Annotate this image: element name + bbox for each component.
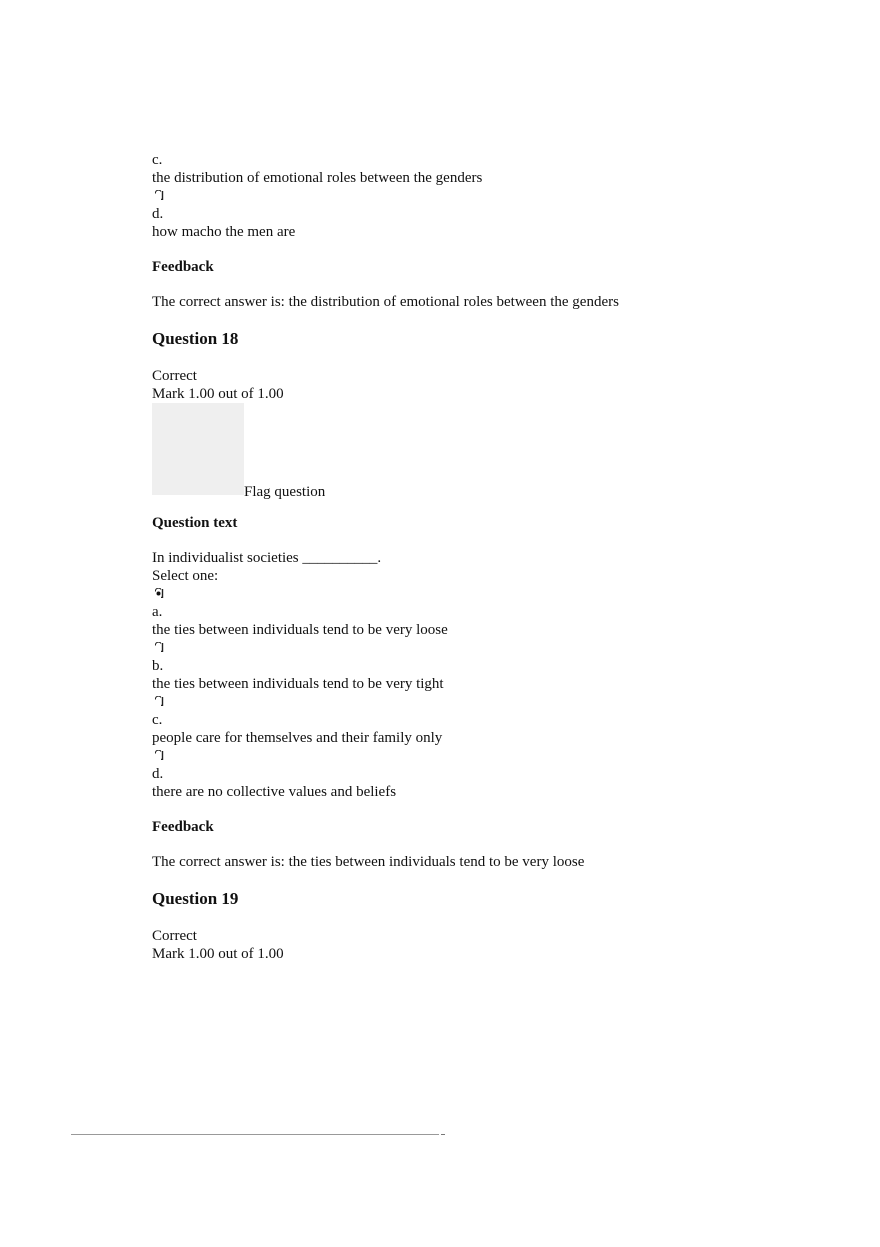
- radio-option-d[interactable]: [152, 187, 842, 205]
- feedback-heading: Feedback: [152, 819, 214, 835]
- radio-option-b[interactable]: [152, 639, 842, 657]
- radio-option-a[interactable]: [152, 585, 842, 603]
- radio-unchecked-icon: [154, 190, 164, 200]
- radio-unchecked-icon: [154, 750, 164, 760]
- question-19-title: Question 19: [152, 889, 239, 908]
- flag-question-link[interactable]: Flag question: [244, 484, 326, 500]
- footer-rule-end: [441, 1134, 445, 1135]
- option-text-b: the ties between individuals tend to be very tight: [152, 676, 444, 692]
- question-text-heading: Question text: [152, 515, 238, 531]
- option-text-a: the ties between individuals tend to be very loose: [152, 622, 448, 638]
- option-text-d: how macho the men are: [152, 224, 296, 240]
- question-prompt: In individualist societies __________.: [152, 550, 382, 566]
- option-letter-d: d.: [152, 206, 164, 222]
- radio-unchecked-icon: [154, 642, 164, 652]
- select-one-label: Select one:: [152, 568, 219, 584]
- option-letter-a: a.: [152, 604, 163, 620]
- question-18-title: Question 18: [152, 329, 239, 348]
- flag-question-row[interactable]: [152, 403, 842, 500]
- feedback-text: The correct answer is: the ties between individuals tend to be very loose: [152, 854, 585, 870]
- feedback-text: The correct answer is: the distribution of emotional roles between the genders: [152, 294, 619, 310]
- question-19-mark: Mark 1.00 out of 1.00: [152, 946, 284, 962]
- question-19-status: Correct: [152, 928, 197, 944]
- option-letter-c: c.: [152, 152, 163, 168]
- feedback-heading: Feedback: [152, 259, 214, 275]
- option-letter-c: c.: [152, 712, 163, 728]
- radio-option-d[interactable]: [152, 747, 842, 765]
- quiz-review: [152, 151, 842, 963]
- footer-rule: [71, 1134, 439, 1135]
- radio-unchecked-icon: [154, 696, 164, 706]
- question-18-status: Correct: [152, 368, 197, 384]
- radio-option-c[interactable]: [152, 693, 842, 711]
- option-letter-d: d.: [152, 766, 164, 782]
- option-text-c: people care for themselves and their family only: [152, 730, 443, 746]
- option-text-d: there are no collective values and beliefs: [152, 784, 397, 800]
- option-text-c: the distribution of emotional roles between the genders: [152, 170, 483, 186]
- question-18-mark: Mark 1.00 out of 1.00: [152, 386, 284, 402]
- option-letter-b: b.: [152, 658, 164, 674]
- radio-checked-icon: [154, 588, 164, 598]
- flag-icon[interactable]: [152, 403, 244, 495]
